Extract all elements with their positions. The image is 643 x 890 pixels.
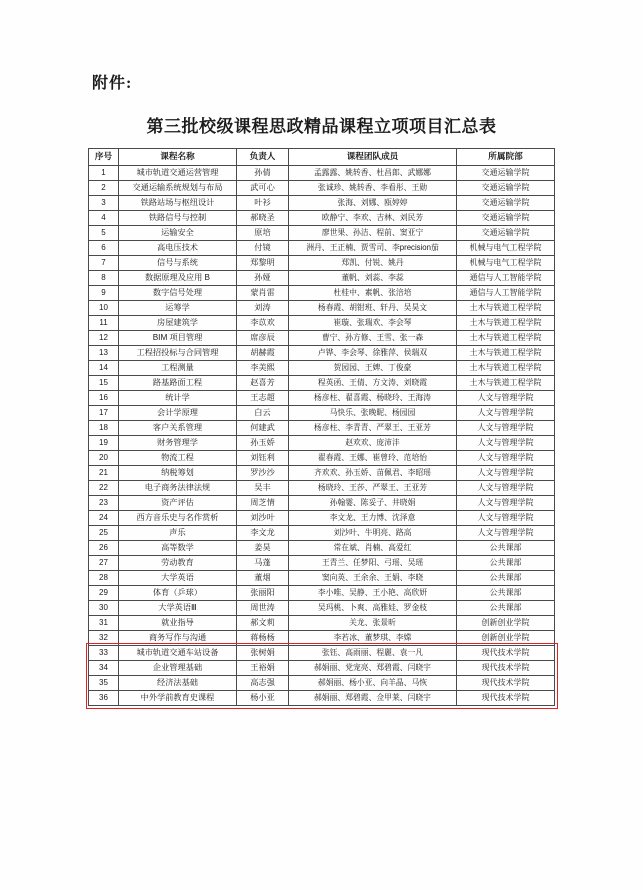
table-cell-department: 公共课部 — [457, 556, 555, 571]
table-cell-leader: 王志超 — [237, 391, 289, 406]
table-row — [89, 586, 555, 601]
table-cell-department: 人文与管理学院 — [457, 481, 555, 496]
table-cell-department: 现代技术学院 — [457, 691, 555, 706]
table-cell-index: 25 — [89, 526, 119, 541]
table-row — [89, 676, 555, 691]
table-cell-department: 交通运输学院 — [457, 211, 555, 226]
table-cell-team: 王青兰、任梦阳、弓瑶、吴瑶 — [289, 556, 457, 571]
table-cell-course-name: 统计学 — [119, 391, 237, 406]
table-cell-course-name: BIM 项目管理 — [119, 331, 237, 346]
table-cell-team: 李若冰、董梦琪、李嫦 — [289, 631, 457, 646]
table-cell-index: 26 — [89, 541, 119, 556]
table-cell-leader: 刘涛 — [237, 301, 289, 316]
table-cell-index: 33 — [89, 646, 119, 661]
table-cell-team: 董帆、刘蕊、李蕊 — [289, 271, 457, 286]
table-cell-department: 人文与管理学院 — [457, 421, 555, 436]
table-cell-course-name: 声乐 — [119, 526, 237, 541]
table-row — [89, 481, 555, 496]
table-row — [89, 241, 555, 256]
table-cell-leader: 叶衫 — [237, 196, 289, 211]
table-cell-leader: 蒋杨杨 — [237, 631, 289, 646]
table-cell-leader: 孙玉娇 — [237, 436, 289, 451]
table-cell-course-name: 数字信号处理 — [119, 286, 237, 301]
table-cell-department: 人文与管理学院 — [457, 391, 555, 406]
table-cell-department: 现代技术学院 — [457, 661, 555, 676]
table-cell-index: 14 — [89, 361, 119, 376]
table-cell-course-name: 经济法基础 — [119, 676, 237, 691]
table-cell-leader: 李文龙 — [237, 526, 289, 541]
attachment-label: 附件: — [92, 75, 133, 92]
table-cell-department: 人文与管理学院 — [457, 436, 555, 451]
table-cell-team: 郝娟丽、杨小亚、向羊晶、马恢 — [289, 676, 457, 691]
table-cell-index: 19 — [89, 436, 119, 451]
table-cell-leader: 胡赫霞 — [237, 346, 289, 361]
table-cell-course-name: 运筹学 — [119, 301, 237, 316]
table-cell-index: 35 — [89, 676, 119, 691]
table-cell-index: 15 — [89, 376, 119, 391]
table-cell-leader: 李美熙 — [237, 361, 289, 376]
table-cell-course-name: 体育（乒球） — [119, 586, 237, 601]
table-cell-course-name: 城市轨道交通运营管理 — [119, 166, 237, 181]
table-cell-leader: 郝文莉 — [237, 616, 289, 631]
table-cell-index: 31 — [89, 616, 119, 631]
table-cell-leader: 郝晓圣 — [237, 211, 289, 226]
table-header — [89, 149, 555, 166]
table-cell-leader: 姜昊 — [237, 541, 289, 556]
table-cell-leader: 刘钰利 — [237, 451, 289, 466]
table-cell-team: 齐欢欢、孙玉娇、苗佩君、李昭瑶 — [289, 466, 457, 481]
table-header-row — [89, 149, 555, 166]
table-cell-course-name: 运输安全 — [119, 226, 237, 241]
table-cell-team: 孙翰霎、陈妥子、井晓娟 — [289, 496, 457, 511]
table-cell-team: 李小唯、吴静、王小艳、高欣妍 — [289, 586, 457, 601]
table-cell-index: 6 — [89, 241, 119, 256]
column-header-leader: 负责人 — [237, 149, 289, 166]
table-cell-team: 崔璇、张瑞欢、李会琴 — [289, 316, 457, 331]
table-cell-leader: 高志强 — [237, 676, 289, 691]
table-row — [89, 406, 555, 421]
table-row — [89, 571, 555, 586]
table-cell-course-name: 商务写作与沟通 — [119, 631, 237, 646]
table-cell-leader: 杨小亚 — [237, 691, 289, 706]
table-cell-team: 张海、刘娜、瓯婷婷 — [289, 196, 457, 211]
table-row — [89, 286, 555, 301]
table-row — [89, 226, 555, 241]
column-header-index: 序号 — [89, 149, 119, 166]
table-cell-course-name: 就业指导 — [119, 616, 237, 631]
summary-table — [88, 148, 555, 706]
table-cell-leader: 马蓬 — [237, 556, 289, 571]
table-cell-leader: 蒙肖雷 — [237, 286, 289, 301]
table-row — [89, 541, 555, 556]
table-cell-department: 公共课部 — [457, 571, 555, 586]
table-cell-team: 郑凯、付锐、姚丹 — [289, 256, 457, 271]
table-cell-index: 9 — [89, 286, 119, 301]
table-row — [89, 496, 555, 511]
table-row — [89, 466, 555, 481]
table-cell-leader: 席彦辰 — [237, 331, 289, 346]
table-cell-department: 创新创业学院 — [457, 616, 555, 631]
table-cell-team: 杜桂中、素帆、张涪培 — [289, 286, 457, 301]
table-cell-course-name: 企业管理基础 — [119, 661, 237, 676]
table-cell-department: 机械与电气工程学院 — [457, 241, 555, 256]
table-row — [89, 346, 555, 361]
table-cell-leader: 周芝情 — [237, 496, 289, 511]
table-cell-department: 公共课部 — [457, 586, 555, 601]
table-cell-team: 李文龙、王力博、沈泽意 — [289, 511, 457, 526]
table-row — [89, 316, 555, 331]
table-cell-leader: 孙倩 — [237, 166, 289, 181]
table-cell-course-name: 铁路站场与枢纽设计 — [119, 196, 237, 211]
table-cell-leader: 白云 — [237, 406, 289, 421]
table-cell-team: 刘沙叶、牛明亮、路高 — [289, 526, 457, 541]
table-cell-index: 30 — [89, 601, 119, 616]
table-cell-team: 杨晓玲、王莎、严翠王、王亚芳 — [289, 481, 457, 496]
table-cell-department: 交通运输学院 — [457, 181, 555, 196]
table-cell-index: 18 — [89, 421, 119, 436]
table-cell-department: 创新创业学院 — [457, 631, 555, 646]
table-row — [89, 631, 555, 646]
table-cell-team: 张诚珍、姚转香、李看彤、王勋 — [289, 181, 457, 196]
table-row — [89, 616, 555, 631]
table-row — [89, 391, 555, 406]
table-cell-course-name: 会计学原理 — [119, 406, 237, 421]
table-cell-index: 3 — [89, 196, 119, 211]
table-row — [89, 181, 555, 196]
table-cell-department: 土木与铁道工程学院 — [457, 361, 555, 376]
table-cell-team: 吴玛桃、卜爽、高雅娃、罗金枝 — [289, 601, 457, 616]
table-cell-index: 28 — [89, 571, 119, 586]
table-cell-index: 23 — [89, 496, 119, 511]
table-cell-department: 公共课部 — [457, 541, 555, 556]
table-cell-department: 交通运输学院 — [457, 226, 555, 241]
table-row — [89, 331, 555, 346]
table-cell-team: 程英函、王倩、方文涛、刘晓霞 — [289, 376, 457, 391]
table-cell-course-name: 资产评估 — [119, 496, 237, 511]
table-cell-team: 赵欢欢、庞沛沣 — [289, 436, 457, 451]
page-title: 第三批校级课程思政精品课程立项项目汇总表 — [146, 117, 497, 136]
table-cell-team: 杨春霞、胡钳班、轩丹、吴昊文 — [289, 301, 457, 316]
table-row — [89, 196, 555, 211]
table-cell-index: 22 — [89, 481, 119, 496]
column-header-department: 所属院部 — [457, 149, 555, 166]
table-cell-department: 现代技术学院 — [457, 676, 555, 691]
table-cell-course-name: 客户关系管理 — [119, 421, 237, 436]
table-cell-index: 20 — [89, 451, 119, 466]
table-cell-leader: 王裕娟 — [237, 661, 289, 676]
table-cell-team: 杨彦柱、李青青、严翠王、王亚芳 — [289, 421, 457, 436]
table-cell-team: 杨彦柱、翟喜霞、杨晓玲、王海涛 — [289, 391, 457, 406]
table-row — [89, 436, 555, 451]
table-cell-team: 欧静宁、李欢、吉林、刘民芳 — [289, 211, 457, 226]
table-row — [89, 526, 555, 541]
table-cell-course-name: 高电压技术 — [119, 241, 237, 256]
table-cell-course-name: 数据原理及应用 B — [119, 271, 237, 286]
table-row — [89, 256, 555, 271]
table-cell-course-name: 信号与系统 — [119, 256, 237, 271]
table-cell-index: 11 — [89, 316, 119, 331]
table-cell-course-name: 中外学前教育史课程 — [119, 691, 237, 706]
table-cell-index: 13 — [89, 346, 119, 361]
table-cell-index: 24 — [89, 511, 119, 526]
table-cell-leader: 刘沙叶 — [237, 511, 289, 526]
table-cell-index: 29 — [89, 586, 119, 601]
table-cell-course-name: 劳动教育 — [119, 556, 237, 571]
table-cell-department: 通信与人工智能学院 — [457, 286, 555, 301]
table-cell-course-name: 大学英语Ⅲ — [119, 601, 237, 616]
table-row — [89, 646, 555, 661]
table-row — [89, 211, 555, 226]
table-cell-team: 廖世果、孙洁、程前、窦亚宁 — [289, 226, 457, 241]
table-cell-team: 翟春霞、王娜、崔曾玲、范培怡 — [289, 451, 457, 466]
table-cell-leader: 赵喜芳 — [237, 376, 289, 391]
table-cell-department: 通信与人工智能学院 — [457, 271, 555, 286]
table-cell-leader: 孙娅 — [237, 271, 289, 286]
table-row — [89, 661, 555, 676]
table-cell-department: 公共课部 — [457, 601, 555, 616]
table-cell-team: 窦向英、王余余、王娟、李晓 — [289, 571, 457, 586]
table-cell-index: 1 — [89, 166, 119, 181]
table-cell-index: 32 — [89, 631, 119, 646]
table-cell-team: 洲丹、王正楠、贾雪司、李precision茄 — [289, 241, 457, 256]
table-cell-team: 孟露露、姚转香、杜昌郎、武娜娜 — [289, 166, 457, 181]
table-body — [89, 166, 555, 706]
table-cell-leader: 董烟 — [237, 571, 289, 586]
table-cell-team: 常在斌、肖楠、高爱红 — [289, 541, 457, 556]
table-cell-index: 27 — [89, 556, 119, 571]
table-cell-index: 7 — [89, 256, 119, 271]
column-header-team: 课程团队成员 — [289, 149, 457, 166]
table-cell-department: 交通运输学院 — [457, 196, 555, 211]
table-row — [89, 166, 555, 181]
table-cell-leader: 何建武 — [237, 421, 289, 436]
table-row — [89, 361, 555, 376]
table-cell-course-name: 工程招投标与合同管理 — [119, 346, 237, 361]
table-cell-department: 土木与铁道工程学院 — [457, 316, 555, 331]
table-row — [89, 376, 555, 391]
table-cell-department: 现代技术学院 — [457, 646, 555, 661]
table-cell-team: 贺园园、王婢、丁俊豪 — [289, 361, 457, 376]
table-cell-course-name: 城市轨道交通车站设备 — [119, 646, 237, 661]
table-cell-department: 机械与电气工程学院 — [457, 256, 555, 271]
table-cell-department: 交通运输学院 — [457, 166, 555, 181]
table-cell-department: 土木与铁道工程学院 — [457, 376, 555, 391]
table-cell-leader: 吴丰 — [237, 481, 289, 496]
table-cell-index: 34 — [89, 661, 119, 676]
table-cell-index: 36 — [89, 691, 119, 706]
table-row — [89, 511, 555, 526]
table-cell-course-name: 西方音乐史与名作赏析 — [119, 511, 237, 526]
table-cell-department: 土木与铁道工程学院 — [457, 346, 555, 361]
table-cell-index: 16 — [89, 391, 119, 406]
table-cell-course-name: 大学英语 — [119, 571, 237, 586]
table-cell-leader: 原培 — [237, 226, 289, 241]
table-cell-leader: 李苡欢 — [237, 316, 289, 331]
table-cell-leader: 武可心 — [237, 181, 289, 196]
table-cell-team: 卢铧、李会琴、徐雅萍、侯瑞双 — [289, 346, 457, 361]
table-cell-team: 曹宁、孙方修、王雪、张一森 — [289, 331, 457, 346]
table-row — [89, 301, 555, 316]
table-cell-index: 10 — [89, 301, 119, 316]
table-cell-team: 郝娟丽、郑碧霞、佥甲莱、闫晓宇 — [289, 691, 457, 706]
table-cell-team: 马快乐、张晚昵、杨园园 — [289, 406, 457, 421]
table-cell-department: 人文与管理学院 — [457, 451, 555, 466]
table-row — [89, 421, 555, 436]
table-cell-department: 人文与管理学院 — [457, 466, 555, 481]
table-row — [89, 271, 555, 286]
table-cell-index: 4 — [89, 211, 119, 226]
table-cell-leader: 张树娟 — [237, 646, 289, 661]
table-cell-index: 21 — [89, 466, 119, 481]
table-cell-leader: 罗沙沙 — [237, 466, 289, 481]
table-cell-course-name: 财务管理学 — [119, 436, 237, 451]
table-cell-index: 5 — [89, 226, 119, 241]
column-header-course-name: 课程名称 — [119, 149, 237, 166]
table-cell-course-name: 交通运输系统规划与布局 — [119, 181, 237, 196]
table-cell-department: 人文与管理学院 — [457, 406, 555, 421]
table-cell-index: 2 — [89, 181, 119, 196]
table-cell-course-name: 物流工程 — [119, 451, 237, 466]
table-cell-department: 土木与铁道工程学院 — [457, 331, 555, 346]
summary-table-container — [88, 148, 554, 706]
table-cell-leader: 郑黎明 — [237, 256, 289, 271]
table-cell-team: 张钰、高雨丽、程麗、袁一凡 — [289, 646, 457, 661]
table-cell-course-name: 纳税筹划 — [119, 466, 237, 481]
table-row — [89, 451, 555, 466]
table-cell-course-name: 房屋建筑学 — [119, 316, 237, 331]
table-cell-index: 12 — [89, 331, 119, 346]
table-cell-index: 17 — [89, 406, 119, 421]
table-cell-department: 人文与管理学院 — [457, 526, 555, 541]
table-cell-course-name: 路基路面工程 — [119, 376, 237, 391]
table-cell-department: 土木与铁道工程学院 — [457, 301, 555, 316]
table-cell-team: 郝娟丽、党宠亮、郑碧霞、闫晓宇 — [289, 661, 457, 676]
table-cell-index: 8 — [89, 271, 119, 286]
table-cell-leader: 张丽阳 — [237, 586, 289, 601]
table-cell-team: 关龙、张景昕 — [289, 616, 457, 631]
table-cell-course-name: 电子商务法律法规 — [119, 481, 237, 496]
table-cell-department: 人文与管理学院 — [457, 496, 555, 511]
table-cell-course-name: 高等数学 — [119, 541, 237, 556]
table-row — [89, 556, 555, 571]
table-row — [89, 601, 555, 616]
table-row — [89, 691, 555, 706]
table-cell-course-name: 铁路信号与控制 — [119, 211, 237, 226]
table-cell-course-name: 工程测量 — [119, 361, 237, 376]
table-cell-department: 人文与管理学院 — [457, 511, 555, 526]
table-cell-leader: 付镜 — [237, 241, 289, 256]
table-cell-leader: 周世涛 — [237, 601, 289, 616]
